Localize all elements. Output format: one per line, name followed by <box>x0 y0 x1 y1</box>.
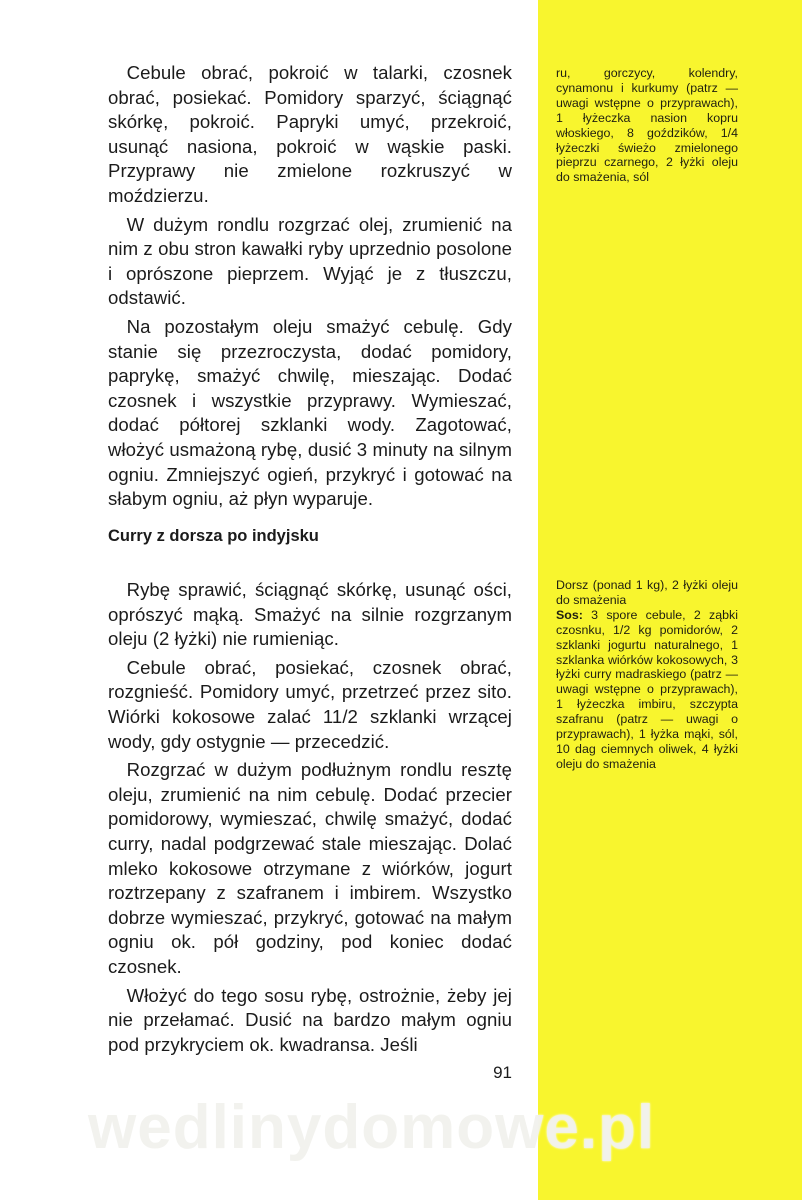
recipe-instructions <box>108 578 512 1057</box>
instruction-paragraph: W dużym rondlu rozgrzać olej, zrumienić na nim z obu stron kawałki ryby uprzednio posolone i oprószone pieprzem. Wyjąć je z tłuszczu, odstawić. <box>108 213 512 309</box>
instruction-paragraph: Cebule obrać, pokroić w talarki, czosnek obrać, posiekać. Pomidory sparzyć, ściągnąć skórkę, pokroić. Papryki umyć, przekroić, usunąć nasiona, pokroić w wąskie paski. Przyprawy nie zmielone rozkruszyć w moździerzu. <box>108 62 512 206</box>
sauce-ingredients: 3 spore cebule, 2 ząbki czosnku, 1/2 kg pomidorów, 2 szklanki jogurtu naturalnego, 1 szklanka wiórków kokosowych, 3 łyżki curry madraskiego (patrz — uwagi wstępne o przyprawach), 1 łyżeczka imbiru, szczypta szafranu (patrz — uwagi o przyprawach), 1 łyżka mąki, sól, 10 dag ciemnych oliwek, 4 łyżki oleju do smażenia <box>556 607 738 771</box>
instruction-paragraph: Rozgrzać w dużym podłużnym rondlu resztę oleju, zrumienić na nim cebulę. Dodać przecier pomidorowy, wymieszać, chwilę smażyć, dodać curry, nadal podgrzewać stale mieszając. Dolać mleko kokosowe otrzymane z wiórków, jogurt roztrzepany z szafranem i imbirem. Wszystko dobrze wymieszać, przykryć, gotować na małym ogniu ok. pół godziny, pod koniec dodać czosnek. <box>108 759 512 977</box>
sauce-label: Sos: <box>556 607 583 622</box>
ingredients-fish: Dorsz (ponad 1 kg), 2 łyżki oleju do smażenia <box>556 578 738 607</box>
page-number: 91 <box>493 1063 512 1082</box>
instruction-paragraph: Na pozostałym oleju smażyć cebulę. Gdy stanie się przezroczysta, dodać pomidory, paprykę, smażyć chwilę, mieszając. Dodać czosnek i wszystkie przyprawy. Wymieszać, dodać półtorej szklanki wody. Zagotować, włożyć usmażoną rybę, dusić 3 minuty na silnym ogniu. Zmniejszyć ogień, przykryć i gotować na słabym ogniu, aż płyn wyparuje. <box>108 315 512 510</box>
ingredients-sauce <box>556 608 738 772</box>
instruction-paragraph: Włożyć do tego sosu rybę, ostrożnie, żeby jej nie przełamać. Dusić na bardzo małym ogniu pod przykryciem ok. kwadransa. Jeśli <box>108 984 512 1055</box>
watermark: wedlinydomowe.pl <box>88 1093 656 1162</box>
recipe-title: Curry z dorsza po indyjsku <box>108 527 319 545</box>
instruction-paragraph: Rybę sprawić, ściągnąć skórkę, usunąć ości, oprószyć mąką. Smażyć na silnie rozgrzanym oleju (2 łyżki) nie rumieniąc. <box>108 579 512 650</box>
instruction-paragraph: Cebule obrać, posiekać, czosnek obrać, rozgnieść. Pomidory umyć, przetrzeć przez sito. Wiórki kokosowe zalać 11/2 szklanki wrzącej wody, gdy ostygnie — przecedzić. <box>108 656 512 752</box>
recipe-instructions-previous <box>108 61 512 512</box>
ingredients-list-previous: ru, gorczycy, kolendry, cynamonu i kurkumy (patrz — uwagi wstępne o przyprawach), 1 łyżeczka nasion kopru włoskiego, 8 goździków, 1/4 łyżeczki świeżo zmielonego pieprzu czarnego, 2 łyżki oleju do smażenia, sól <box>556 66 738 185</box>
ingredients-list <box>556 578 738 772</box>
